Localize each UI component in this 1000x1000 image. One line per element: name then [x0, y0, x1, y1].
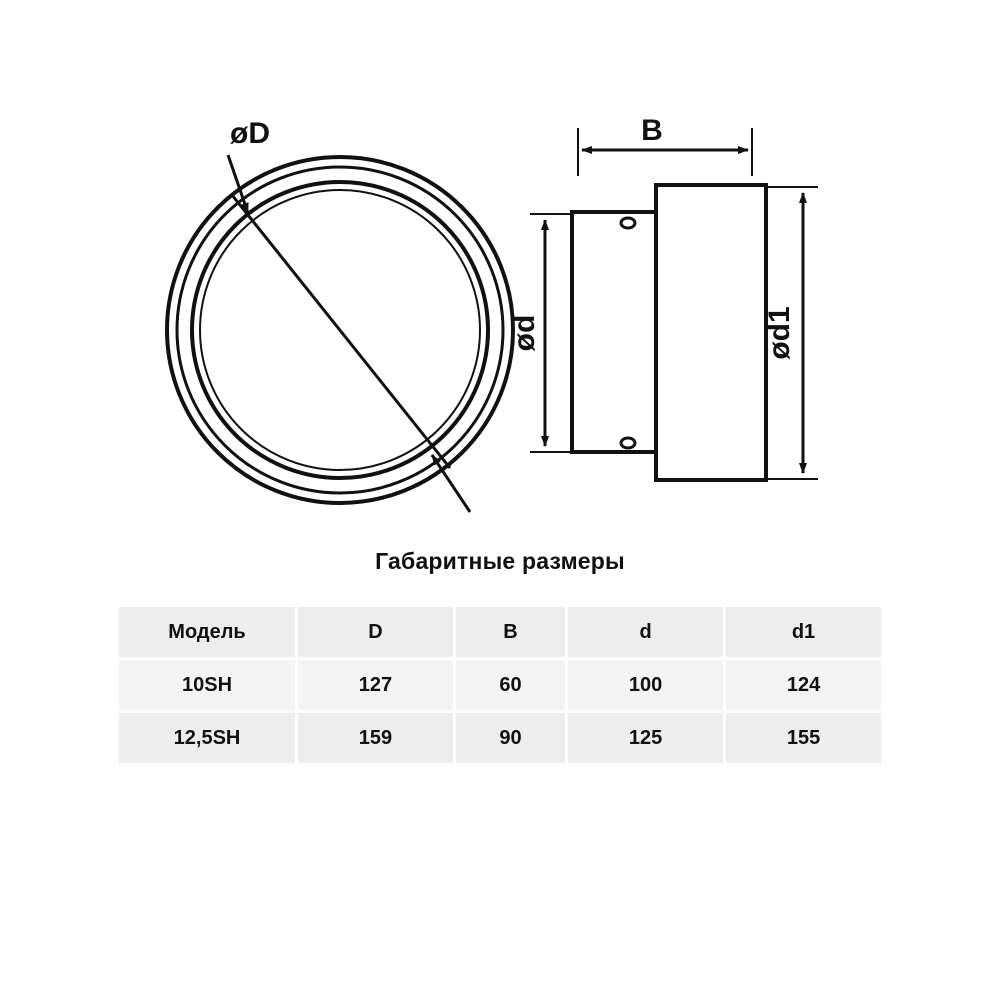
table-row [118, 659, 883, 712]
label-diameter-D: øD [230, 117, 270, 150]
cell-D: 159 [297, 712, 455, 765]
header-d: d [567, 606, 725, 659]
cell-D: 127 [297, 659, 455, 712]
cell-B: 90 [454, 712, 566, 765]
table-title: Габаритные размеры [375, 548, 625, 574]
dimension-B [578, 128, 752, 176]
label-dimension-d1: ød1 [763, 306, 796, 360]
cell-model: 10SH [118, 659, 297, 712]
front-view-circle [167, 155, 513, 512]
cell-d: 125 [567, 712, 725, 765]
side-view-section [572, 185, 766, 480]
cell-d: 100 [567, 659, 725, 712]
label-dimension-B: B [641, 114, 663, 147]
header-B: B [454, 606, 566, 659]
header-model: Модель [118, 606, 297, 659]
table-row [118, 712, 883, 765]
cell-d1: 124 [725, 659, 883, 712]
cell-B: 60 [454, 659, 566, 712]
header-D: D [297, 606, 455, 659]
dimensions-table [116, 604, 884, 766]
label-dimension-d: ød [508, 314, 541, 352]
header-d1: d1 [725, 606, 883, 659]
cell-d1: 155 [725, 712, 883, 765]
cell-model: 12,5SH [118, 712, 297, 765]
table-header-row [118, 606, 883, 659]
